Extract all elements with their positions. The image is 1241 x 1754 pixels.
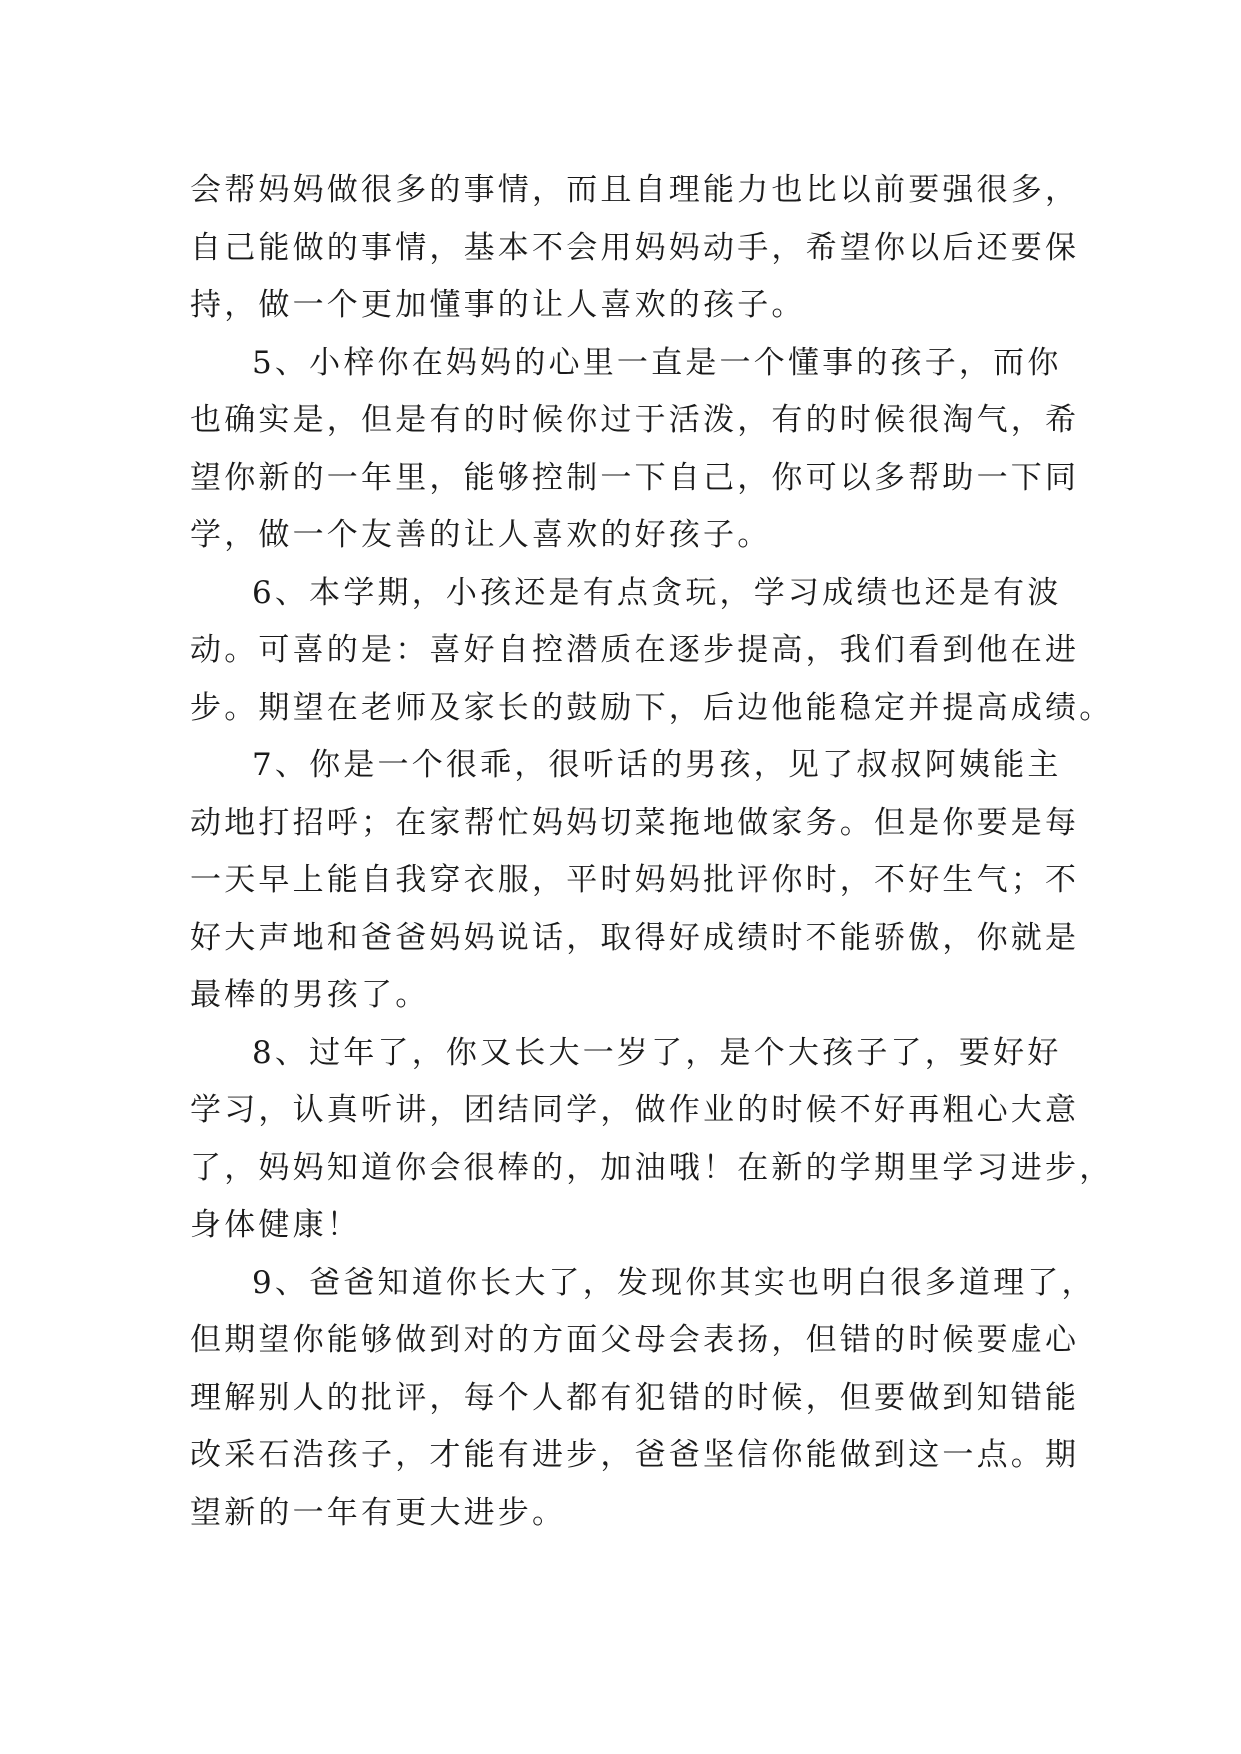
text-line: 持，做一个更加懂事的让人喜欢的孩子。	[190, 287, 806, 323]
text-line: 望你新的一年里，能够控制一下自己，你可以多帮助一下同	[190, 459, 1080, 496]
text-line: 步。期望在老师及家长的鼓励下，后边他能稳定并提高成绩。	[190, 689, 1114, 726]
text-line: 改采石浩孩子，才能有进步，爸爸坚信你能做到这一点。期	[190, 1437, 1080, 1473]
text-line: 动。可喜的是：喜好自控潜质在逐步提高，我们看到他在进	[190, 632, 1080, 668]
paragraph-7-start: 7、你是一个很乖，很听话的男孩，见了叔叔阿姨能主	[252, 747, 1062, 783]
paragraph-8-start: 8、过年了，你又长大一岁了，是个大孩子了，要好好	[252, 1034, 1062, 1071]
document-body	[190, 162, 1114, 1542]
text-line: 理解别人的批评，每个人都有犯错的时候，但要做到知错能	[190, 1379, 1080, 1416]
text-line: 学习，认真听讲，团结同学，做作业的时候不好再粗心大意	[190, 1092, 1080, 1128]
paragraph-9-start: 9、爸爸知道你长大了，发现你其实也明白很多道理了，	[252, 1264, 1096, 1301]
text-line: 了，妈妈知道你会很棒的，加油哦！在新的学期里学习进步，	[190, 1149, 1114, 1186]
text-line: 好大声地和爸爸妈妈说话，取得好成绩时不能骄傲，你就是	[190, 919, 1080, 956]
text-line: 也确实是，但是有的时候你过于活泼，有的时候很淘气，希	[190, 402, 1080, 438]
text-line: 最棒的男孩了。	[190, 977, 430, 1013]
text-line: 自己能做的事情，基本不会用妈妈动手，希望你以后还要保	[190, 229, 1080, 266]
text-line: 身体健康！	[190, 1207, 361, 1243]
text-line: 学，做一个友善的让人喜欢的好孩子。	[190, 517, 772, 553]
text-line: 动地打招呼；在家帮忙妈妈切菜拖地做家务。但是你要是每	[190, 804, 1080, 841]
text-line: 望新的一年有更大进步。	[190, 1494, 567, 1531]
text-line: 会帮妈妈做很多的事情，而且自理能力也比以前要强很多，	[190, 172, 1080, 208]
paragraph-5-start: 5、小梓你在妈妈的心里一直是一个懂事的孩子，而你	[252, 344, 1062, 381]
text-line: 一天早上能自我穿衣服，平时妈妈批评你时，不好生气；不	[190, 862, 1080, 898]
paragraph-6-start: 6、本学期，小孩还是有点贪玩，学习成绩也还是有波	[252, 574, 1062, 611]
text-line: 但期望你能够做到对的方面父母会表扬，但错的时候要虚心	[190, 1322, 1080, 1358]
